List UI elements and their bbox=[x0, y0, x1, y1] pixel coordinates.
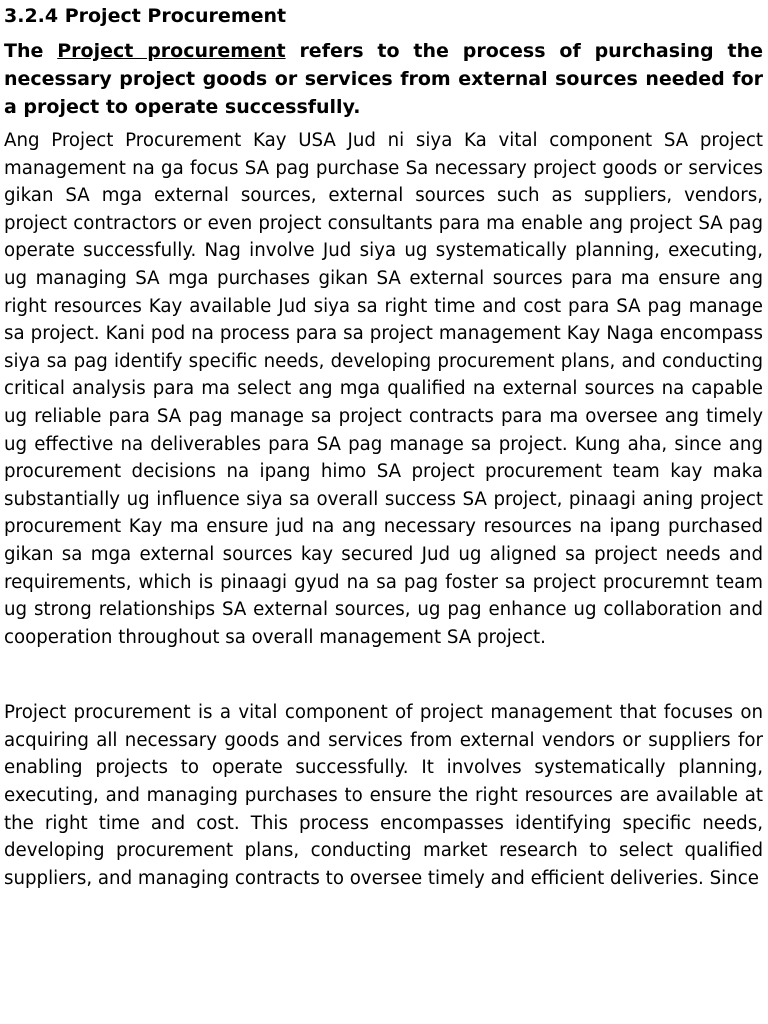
section-heading: 3.2.4 Project Procurement bbox=[4, 5, 287, 27]
paragraph-spacer bbox=[4, 651, 763, 699]
paragraph-english: Project procurement is a vital component of project management that focuses on acquiring all necessary goods and services from external vendors or suppliers for enabling projects to operate successfully. It involves systematically planning, executing, and managing purchases to ensure the right resources are available at the right time and cost. This process encompasses identifying specific needs, developing procurement plans, conducting market research to select qualified suppliers, and managing contracts to oversee timely and efficient deliveries. Since bbox=[4, 702, 763, 889]
intro-lead: The bbox=[4, 40, 58, 62]
intro-rest: refers to the process of purchasing the necessary project goods or services from external sources needed for a project to operate successfully. bbox=[4, 40, 763, 118]
document-body bbox=[4, 0, 763, 892]
intro-term: Project procurement bbox=[57, 40, 286, 62]
paragraph-cebuano: Ang Project Procurement Kay USA Jud ni siya Ka vital component SA project management na ga focus SA pag purchase Sa necessary project goods or services gikan SA mga external sources, external sources such as suppliers, vendors, project contractors or even project consultants para ma enable ang project SA pag operate successfully. Nag involve Jud siya ug systematically planning, executing, ug managing SA mga purchases gikan SA external sources para ma ensure ang right resources Kay available Jud siya sa right time and cost para SA pag manage sa project. Kani pod na process para sa project management Kay Naga encompass siya sa pag identify specific needs, developing procurement plans, and conducting critical analysis para ma select ang mga qualified na external sources na capable ug reliable para SA pag manage sa project contracts para ma oversee ang timely ug effective na deliverables para SA pag manage sa project. Kung aha, since ang procurement decisions na ipang himo SA project procurement team kay maka substantially ug influence siya sa overall success SA project, pinaagi aning project procurement Kay ma ensure jud na ang necessary resources na ipang purchased gikan sa mga external sources kay secured Jud ug aligned sa project needs and requirements, which is pinaagi gyud na sa pag foster sa project procuremnt team ug strong relationships SA external sources, ug pag enhance ug collaboration and cooperation throughout sa overall management SA project. bbox=[4, 130, 763, 648]
intro-paragraph bbox=[4, 37, 763, 121]
